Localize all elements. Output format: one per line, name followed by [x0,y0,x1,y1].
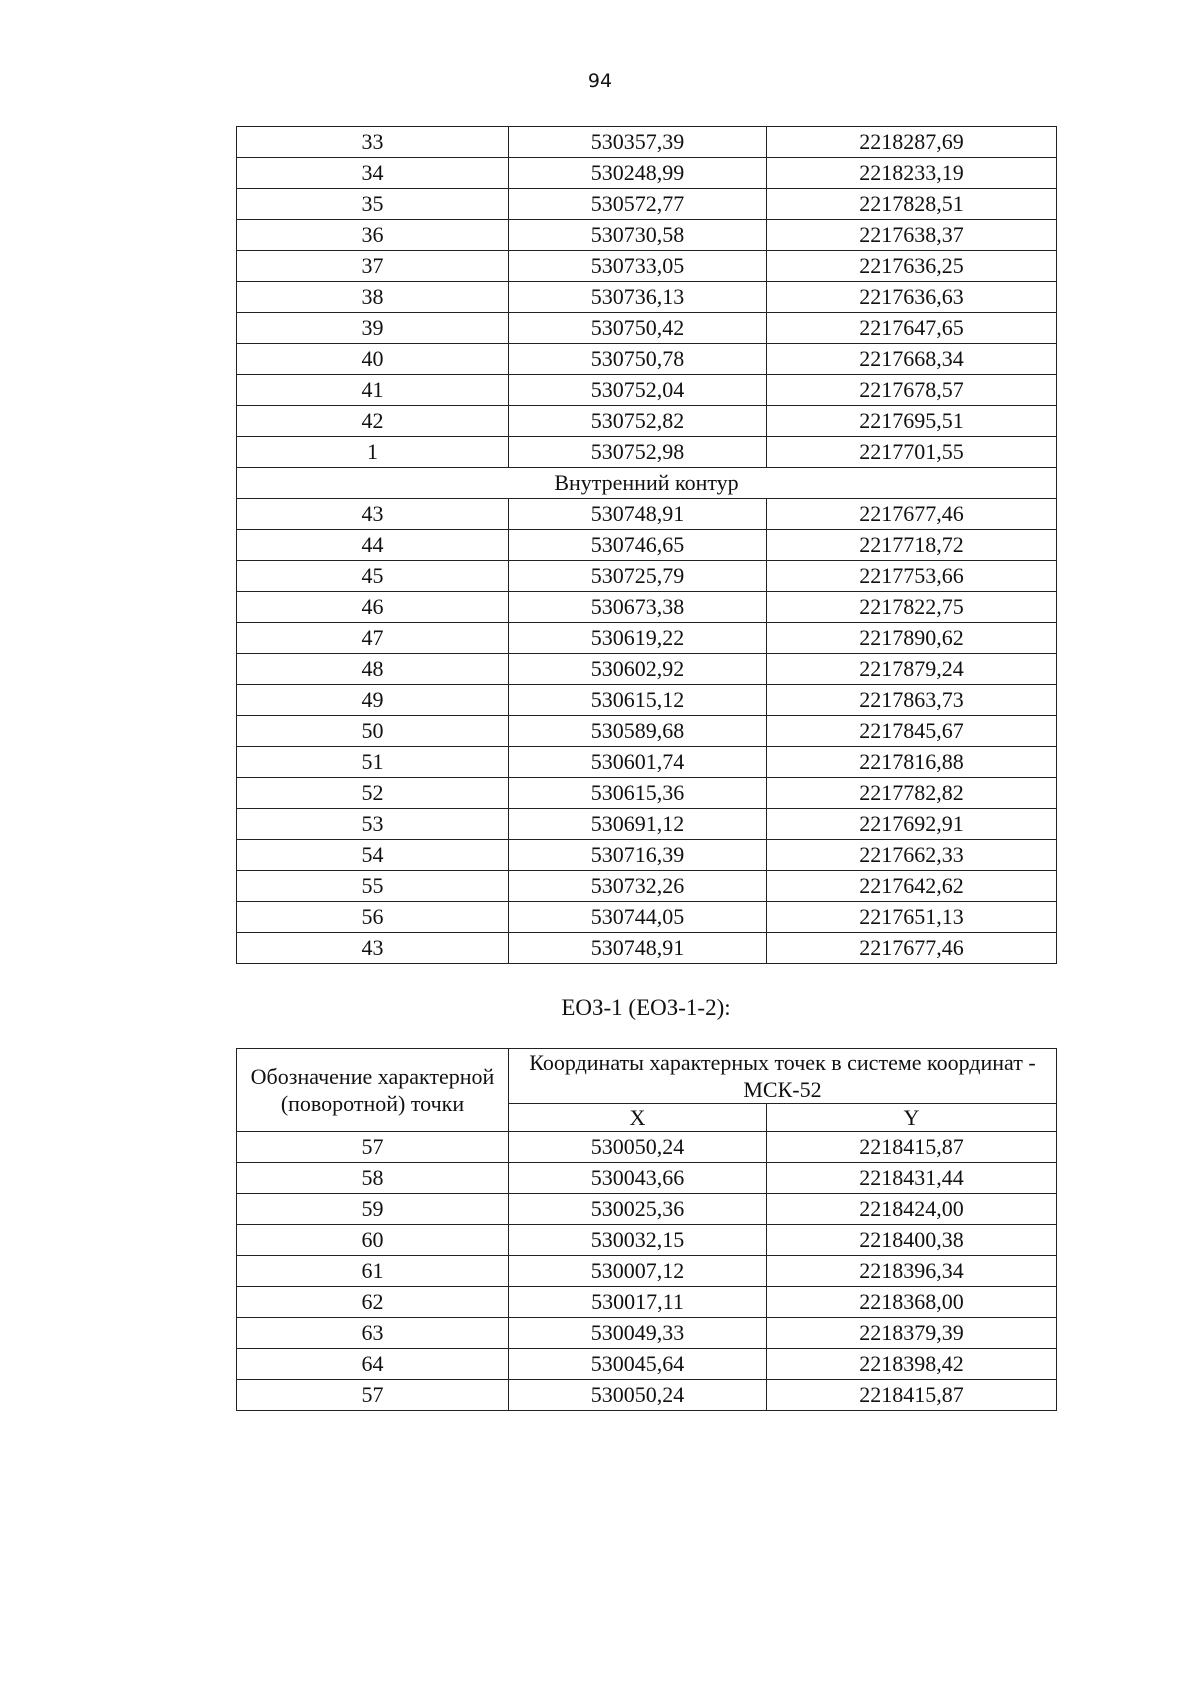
table-row [237,1225,1057,1256]
x-coordinate-cell: 530736,13 [509,282,767,313]
y-coordinate-cell: 2217828,51 [767,189,1057,220]
table-row [237,251,1057,282]
point-number-cell: 58 [237,1163,509,1194]
table-row [237,344,1057,375]
y-coordinate-cell: 2217647,65 [767,313,1057,344]
x-coordinate-cell: 530050,24 [509,1380,767,1411]
table-row [237,499,1057,530]
y-coordinate-cell: 2217692,91 [767,809,1057,840]
point-number-cell: 37 [237,251,509,282]
x-coordinate-cell: 530357,39 [509,127,767,158]
y-coordinate-cell: 2217822,75 [767,592,1057,623]
x-coordinate-cell: 530730,58 [509,220,767,251]
y-coordinate-cell: 2218233,19 [767,158,1057,189]
point-number-cell: 56 [237,902,509,933]
table-row [237,871,1057,902]
x-coordinate-cell: 530746,65 [509,530,767,561]
table-row [237,1349,1057,1380]
point-number-cell: 60 [237,1225,509,1256]
inner-contour-rows [237,499,1057,964]
y-coordinate-cell: 2217678,57 [767,375,1057,406]
y-coordinate-cell: 2217753,66 [767,561,1057,592]
x-coordinate-cell: 530025,36 [509,1194,767,1225]
y-coordinate-cell: 2218431,44 [767,1163,1057,1194]
y-coordinate-cell: 2217668,34 [767,344,1057,375]
point-number-cell: 39 [237,313,509,344]
table-row [237,778,1057,809]
point-number-cell: 33 [237,127,509,158]
point-number-cell: 45 [237,561,509,592]
point-number-cell: 47 [237,623,509,654]
point-number-cell: 38 [237,282,509,313]
y-coordinate-cell: 2218400,38 [767,1225,1057,1256]
x-coordinate-cell: 530744,05 [509,902,767,933]
y-coordinate-cell: 2217677,46 [767,933,1057,964]
y-coordinate-cell: 2218415,87 [767,1132,1057,1163]
x-coordinate-cell: 530007,12 [509,1256,767,1287]
x-coordinate-cell: 530572,77 [509,189,767,220]
table-row [237,685,1057,716]
point-number-cell: 36 [237,220,509,251]
table-row [237,1380,1057,1411]
point-number-cell: 63 [237,1318,509,1349]
y-coordinate-cell: 2217636,25 [767,251,1057,282]
header-y: Y [767,1104,1057,1132]
x-coordinate-cell: 530045,64 [509,1349,767,1380]
table-row [237,437,1057,468]
x-coordinate-cell: 530732,26 [509,871,767,902]
table-row [237,747,1057,778]
header-x: X [509,1104,767,1132]
table-row [237,840,1057,871]
outer-contour-rows [237,127,1057,468]
x-coordinate-cell: 530733,05 [509,251,767,282]
section-heading: ЕОЗ-1 (ЕОЗ-1-2): [561,995,731,1020]
point-number-cell: 40 [237,344,509,375]
point-number-cell: 61 [237,1256,509,1287]
y-coordinate-cell: 2217677,46 [767,499,1057,530]
point-number-cell: 52 [237,778,509,809]
x-coordinate-cell: 530601,74 [509,747,767,778]
table-row [237,313,1057,344]
coordinates-table-2 [236,1048,1057,1411]
x-coordinate-cell: 530589,68 [509,716,767,747]
y-coordinate-cell: 2218379,39 [767,1318,1057,1349]
header-point-designation: Обозначение характерной (поворотной) точки [237,1049,509,1132]
point-number-cell: 1 [237,437,509,468]
x-coordinate-cell: 530752,82 [509,406,767,437]
table-2-rows [237,1132,1057,1411]
page-number: 94 [587,70,613,92]
x-coordinate-cell: 530750,78 [509,344,767,375]
point-number-cell: 43 [237,933,509,964]
point-number-cell: 48 [237,654,509,685]
table-row [237,406,1057,437]
y-coordinate-cell: 2218398,42 [767,1349,1057,1380]
point-number-cell: 50 [237,716,509,747]
point-number-cell: 41 [237,375,509,406]
point-number-cell: 46 [237,592,509,623]
table-row [237,189,1057,220]
y-coordinate-cell: 2217816,88 [767,747,1057,778]
table-row [237,282,1057,313]
y-coordinate-cell: 2217845,67 [767,716,1057,747]
point-number-cell: 44 [237,530,509,561]
point-number-cell: 62 [237,1287,509,1318]
y-coordinate-cell: 2218415,87 [767,1380,1057,1411]
inner-contour-label: Внутренний контур [237,468,1057,499]
table-2-header [237,1049,1057,1132]
table-row [237,902,1057,933]
point-number-cell: 51 [237,747,509,778]
y-coordinate-cell: 2218368,00 [767,1287,1057,1318]
x-coordinate-cell: 530043,66 [509,1163,767,1194]
table-row [237,1194,1057,1225]
table-row [237,1163,1057,1194]
coordinates-table-1 [236,126,1057,964]
table-row [237,933,1057,964]
x-coordinate-cell: 530716,39 [509,840,767,871]
table-row [237,1318,1057,1349]
point-number-cell: 49 [237,685,509,716]
table-row [237,1132,1057,1163]
point-number-cell: 54 [237,840,509,871]
x-coordinate-cell: 530691,12 [509,809,767,840]
y-coordinate-cell: 2217890,62 [767,623,1057,654]
x-coordinate-cell: 530615,36 [509,778,767,809]
point-number-cell: 59 [237,1194,509,1225]
y-coordinate-cell: 2217642,62 [767,871,1057,902]
y-coordinate-cell: 2217782,82 [767,778,1057,809]
point-number-cell: 43 [237,499,509,530]
point-number-cell: 42 [237,406,509,437]
table-row [237,809,1057,840]
y-coordinate-cell: 2217638,37 [767,220,1057,251]
y-coordinate-cell: 2217863,73 [767,685,1057,716]
table-row [237,220,1057,251]
table-row [237,623,1057,654]
x-coordinate-cell: 530725,79 [509,561,767,592]
y-coordinate-cell: 2217718,72 [767,530,1057,561]
y-coordinate-cell: 2217879,24 [767,654,1057,685]
table-row [237,127,1057,158]
inner-contour-heading-row [237,468,1057,499]
x-coordinate-cell: 530752,98 [509,437,767,468]
y-coordinate-cell: 2217695,51 [767,406,1057,437]
y-coordinate-cell: 2218287,69 [767,127,1057,158]
x-coordinate-cell: 530673,38 [509,592,767,623]
table-row [237,530,1057,561]
x-coordinate-cell: 530748,91 [509,499,767,530]
x-coordinate-cell: 530050,24 [509,1132,767,1163]
point-number-cell: 34 [237,158,509,189]
point-number-cell: 55 [237,871,509,902]
table-row [237,592,1057,623]
y-coordinate-cell: 2218396,34 [767,1256,1057,1287]
point-number-cell: 57 [237,1132,509,1163]
x-coordinate-cell: 530752,04 [509,375,767,406]
point-number-cell: 64 [237,1349,509,1380]
table-row [237,375,1057,406]
x-coordinate-cell: 530748,91 [509,933,767,964]
x-coordinate-cell: 530750,42 [509,313,767,344]
x-coordinate-cell: 530602,92 [509,654,767,685]
x-coordinate-cell: 530017,11 [509,1287,767,1318]
y-coordinate-cell: 2217651,13 [767,902,1057,933]
x-coordinate-cell: 530615,12 [509,685,767,716]
point-number-cell: 35 [237,189,509,220]
x-coordinate-cell: 530248,99 [509,158,767,189]
y-coordinate-cell: 2218424,00 [767,1194,1057,1225]
y-coordinate-cell: 2217701,55 [767,437,1057,468]
point-number-cell: 53 [237,809,509,840]
y-coordinate-cell: 2217662,33 [767,840,1057,871]
table-row [237,158,1057,189]
table-row [237,1287,1057,1318]
table-row [237,716,1057,747]
table-row [237,1256,1057,1287]
table-row [237,654,1057,685]
x-coordinate-cell: 530049,33 [509,1318,767,1349]
table-row [237,561,1057,592]
y-coordinate-cell: 2217636,63 [767,282,1057,313]
x-coordinate-cell: 530032,15 [509,1225,767,1256]
point-number-cell: 57 [237,1380,509,1411]
x-coordinate-cell: 530619,22 [509,623,767,654]
header-coordinates: Координаты характерных точек в системе координат - МСК-52 [509,1049,1057,1104]
